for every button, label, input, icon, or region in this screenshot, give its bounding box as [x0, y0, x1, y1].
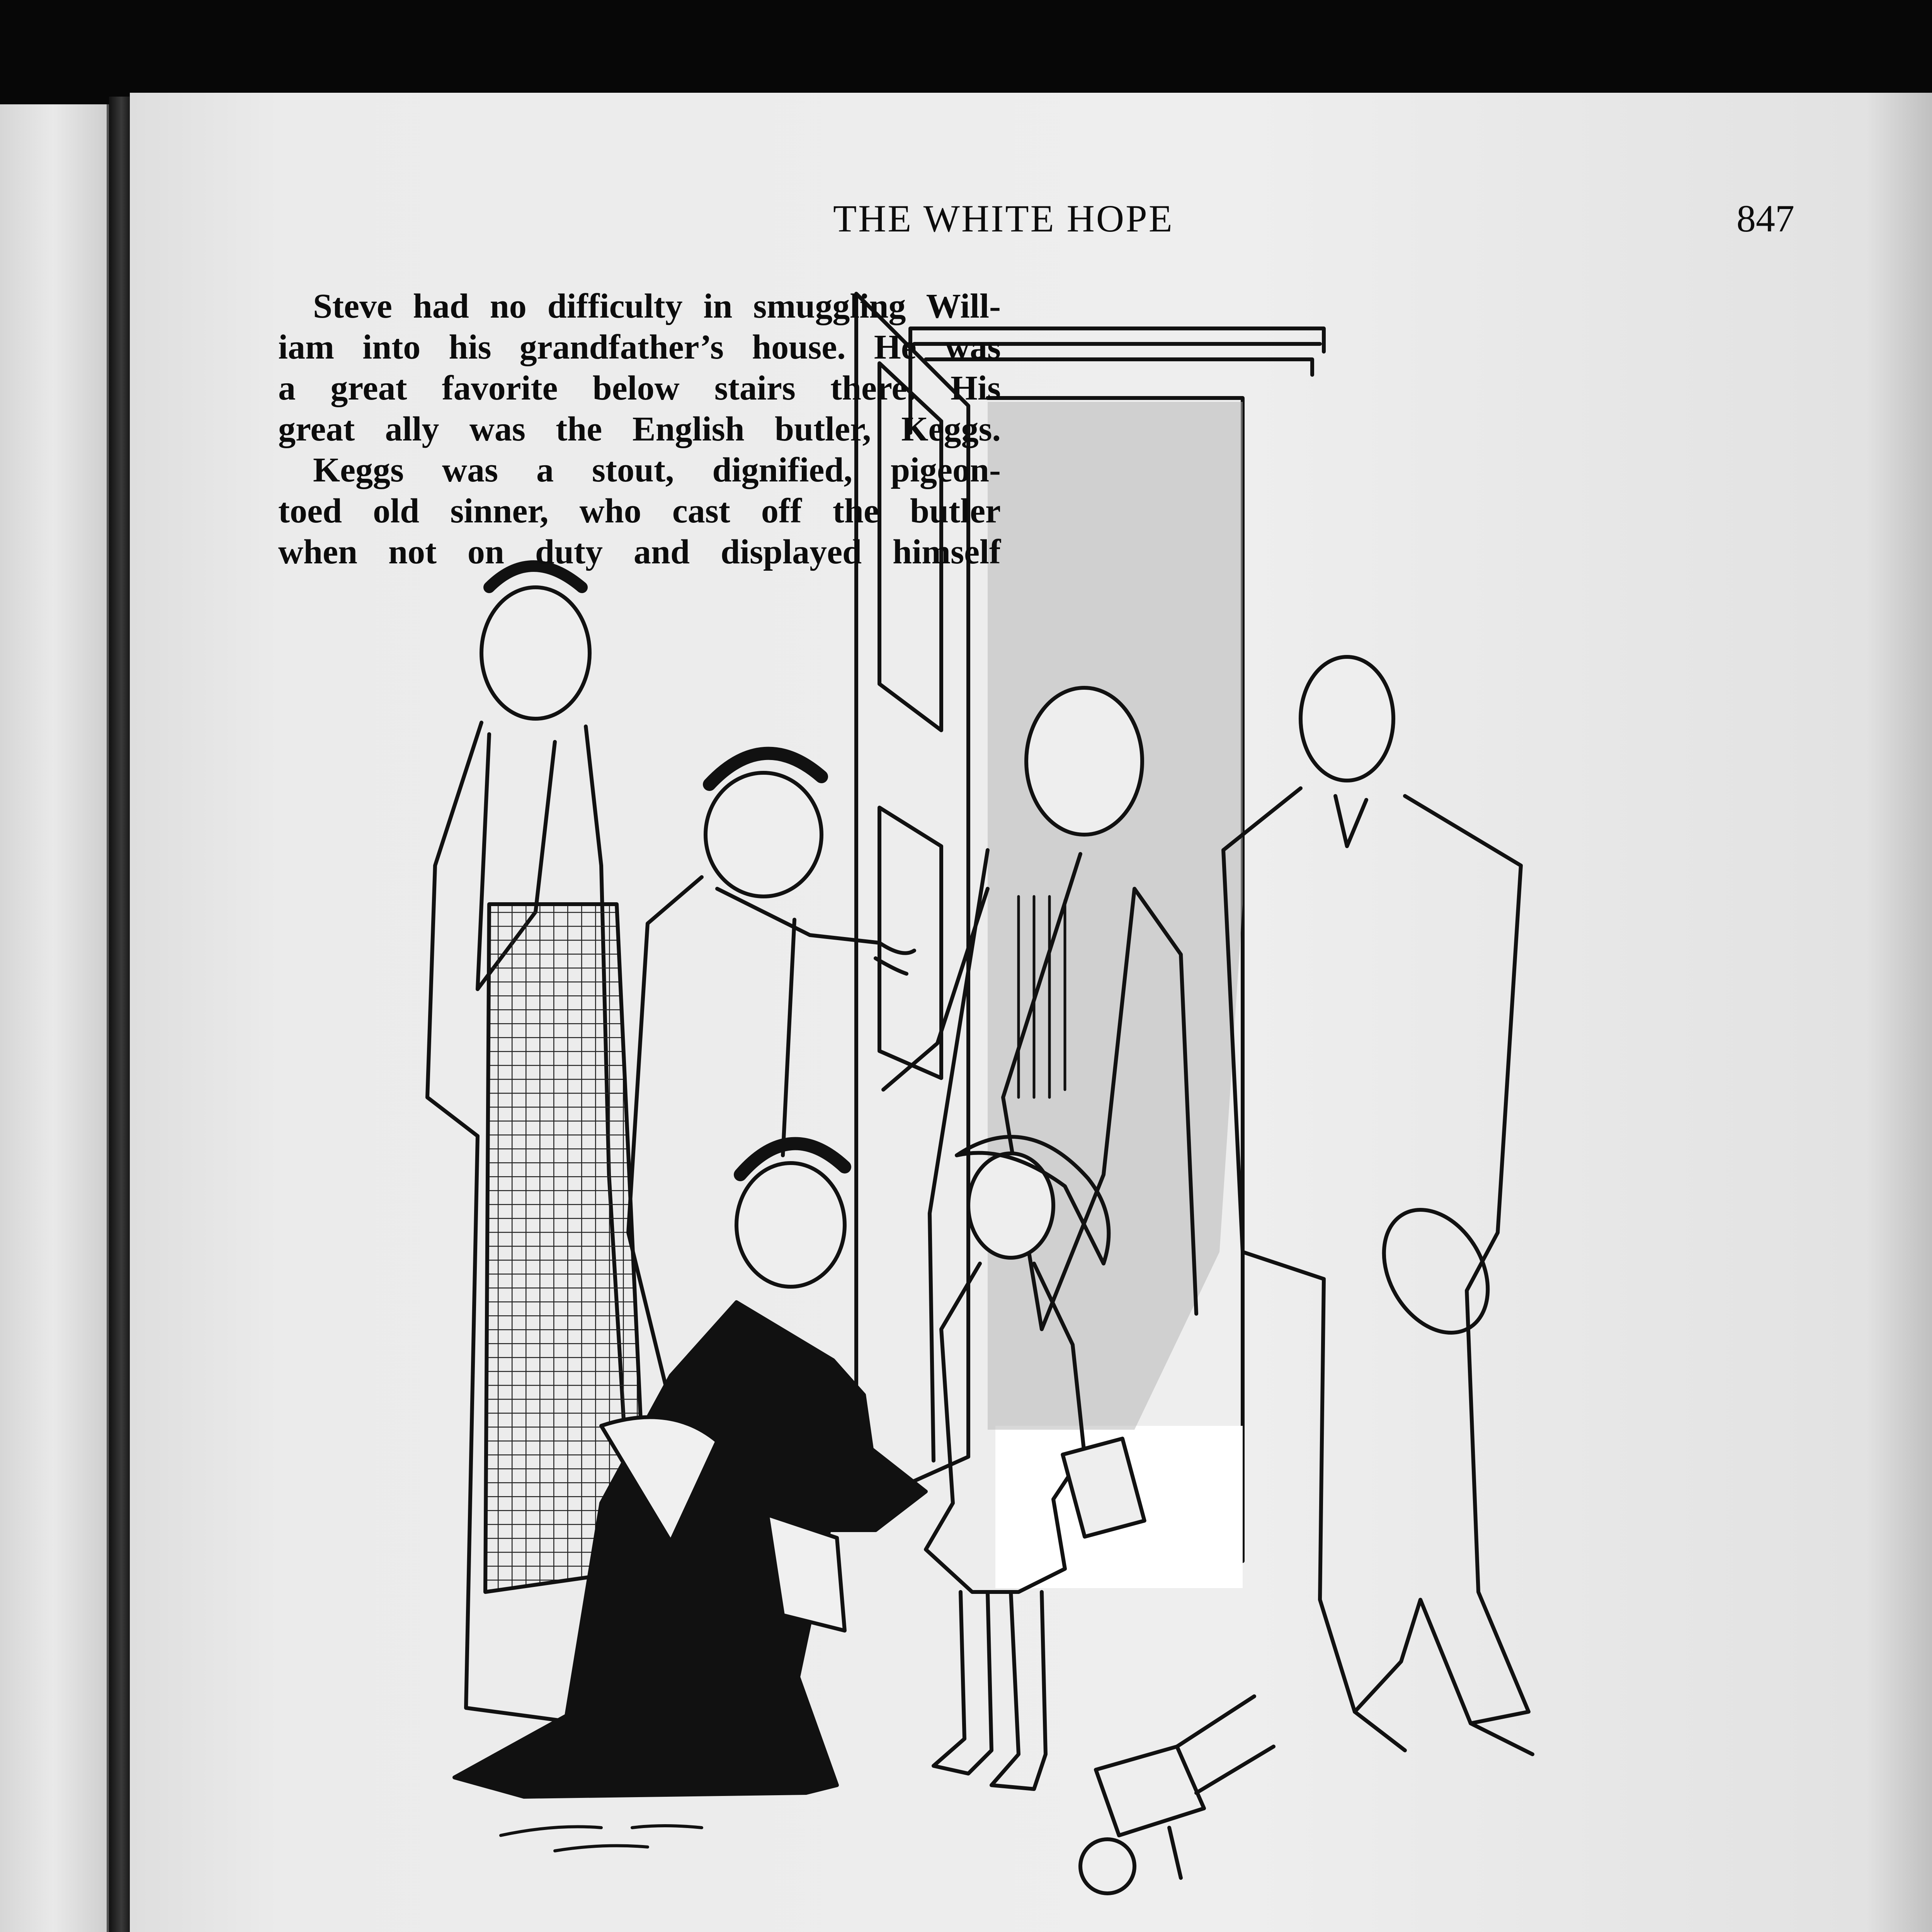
- text-line: Steve had no difficulty in smuggling Will-: [313, 287, 1001, 325]
- facing-page-edge: [0, 104, 109, 1932]
- book-page: [130, 93, 1932, 1932]
- toy-wheelbarrow: [1080, 1696, 1274, 1893]
- text-line: great ally was the English butler, Keggs.: [278, 410, 1001, 448]
- page-number: 847: [1736, 197, 1794, 240]
- text-line: a great favorite below stairs there. His: [278, 369, 1001, 407]
- text-line: iam into his grandfather’s house. He was: [278, 328, 1001, 366]
- figure-bending-maid: [628, 753, 914, 1406]
- figure-gentleman: [1223, 657, 1532, 1754]
- book-gutter: [109, 97, 130, 1932]
- text-line: toed old sinner, who cast off the butler: [278, 492, 1001, 530]
- text-line: when not on duty and displayed himself: [278, 533, 1001, 571]
- text-line: Keggs was a stout, dignified, pigeon-: [313, 451, 1001, 489]
- intro-paragraphs: [278, 286, 1015, 573]
- running-head: THE WHITE HOPE: [833, 197, 1174, 240]
